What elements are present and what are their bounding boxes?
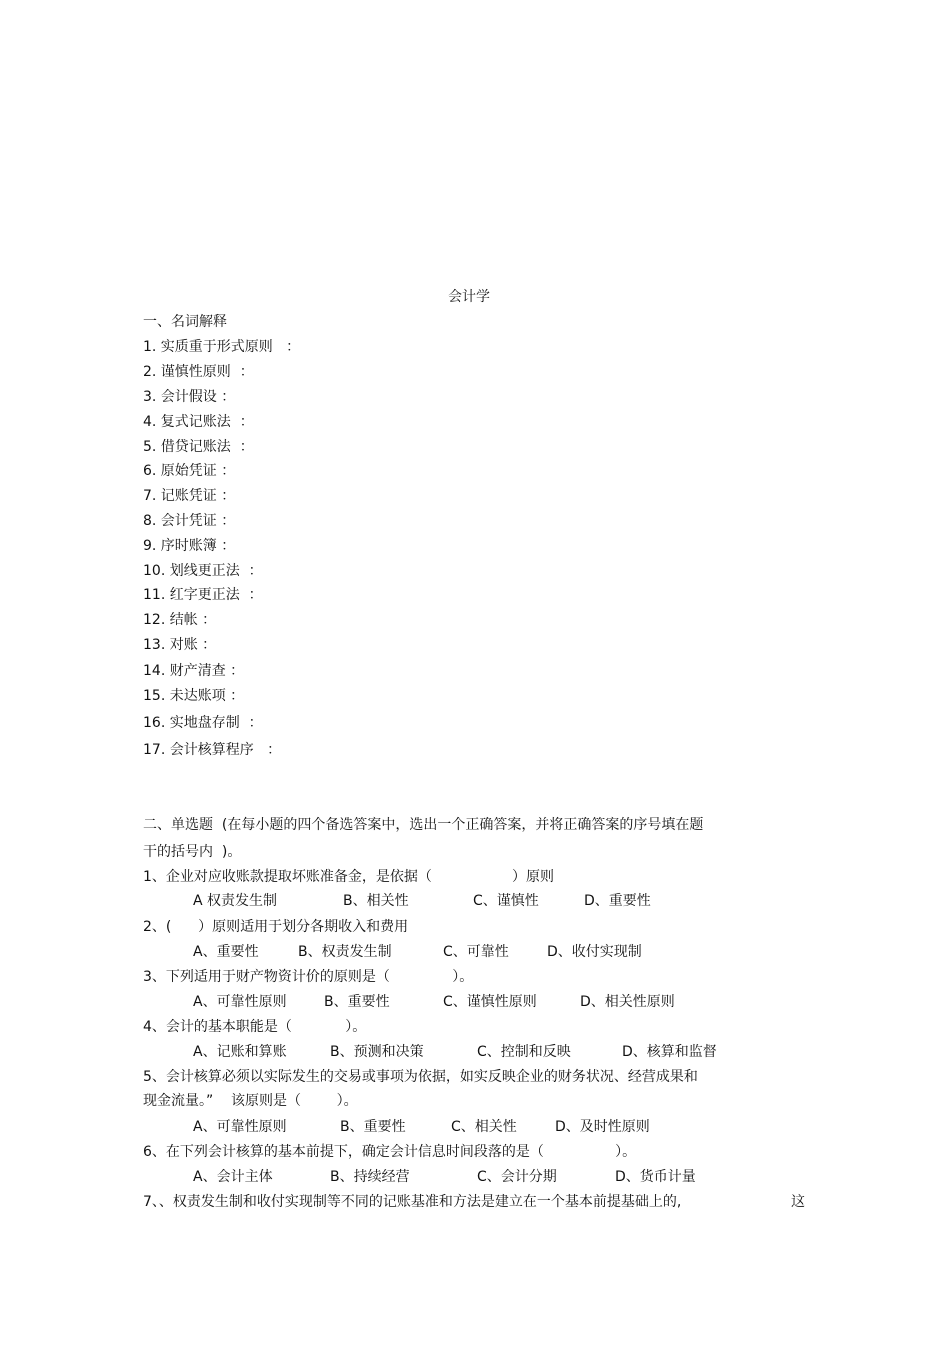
term-item: 2. 谨慎性原则 ：: [143, 364, 254, 380]
option-d: D、及时性原则: [555, 1119, 650, 1135]
term-item: 5. 借贷记账法 ：: [143, 439, 254, 455]
option-c: C、会计分期: [477, 1169, 557, 1185]
option-b: B、相关性: [343, 893, 409, 909]
question-stem-tail: 这: [791, 1194, 805, 1210]
option-c: C、可靠性: [443, 944, 509, 960]
option-a: A、可靠性原则: [193, 994, 287, 1010]
option-b: B、重要性: [324, 994, 390, 1010]
option-c: C、控制和反映: [477, 1044, 571, 1060]
option-d: D、相关性原则: [580, 994, 675, 1010]
option-b: B、权责发生制: [298, 944, 392, 960]
term-item: 3. 会计假设 ：: [143, 389, 236, 405]
question-stem: 5、会计核算必须以实际发生的交易或事项为依据，如实反映企业的财务状况、经营成果和: [143, 1069, 698, 1085]
question-stem: 2、( ）原则适用于划分各期收入和费用: [143, 919, 409, 935]
term-item: 11. 红字更正法 ：: [143, 587, 263, 603]
section1-heading: 一、名词解释: [143, 314, 227, 330]
question-stem: 7、、权责发生制和收付实现制等不同的记账基准和方法是建立在一个基本前提基础上的,: [143, 1194, 682, 1210]
term-item: 10. 划线更正法 ：: [143, 563, 263, 579]
question-stem: 6、在下列会计核算的基本前提下，确定会计信息时间段落的是（ ）。: [143, 1144, 637, 1160]
option-b: B、重要性: [340, 1119, 406, 1135]
section2-heading: 二、单选题 (在每小题的四个备选答案中，选出一个正确答案，并将正确答案的序号填在题: [143, 817, 704, 833]
option-d: D、重要性: [584, 893, 651, 909]
term-item: 6. 原始凭证 ：: [143, 463, 236, 479]
term-item: 9. 序时账簿 ：: [143, 538, 236, 554]
question-stem: 1、企业对应收账款提取坏账准备金，是依据（ ）原则: [143, 869, 555, 885]
term-item: 4. 复式记账法 ：: [143, 414, 254, 430]
term-item: 15. 未达账项 ：: [143, 688, 245, 704]
term-item: 7. 记账凭证 ：: [143, 488, 236, 504]
term-item: 8. 会计凭证 ：: [143, 513, 236, 529]
section2-heading-cont: 干的括号内 )。: [143, 844, 242, 860]
question-stem: 3、下列适用于财产物资计价的原则是（ ）。: [143, 969, 474, 985]
option-a: A、会计主体: [193, 1169, 273, 1185]
option-b: B、持续经营: [330, 1169, 410, 1185]
term-item: 13. 对账 ：: [143, 637, 217, 653]
option-c: C、谨慎性: [473, 893, 539, 909]
term-item: 12. 结帐 ：: [143, 612, 217, 628]
option-c: C、谨慎性原则: [443, 994, 537, 1010]
option-b: B、预测和决策: [330, 1044, 424, 1060]
option-a: A、可靠性原则: [193, 1119, 287, 1135]
option-d: D、收付实现制: [547, 944, 642, 960]
question-stem-cont: 现金流量。” 该原则是（ ）。: [143, 1093, 358, 1109]
term-item: 1. 实质重于形式原则 ：: [143, 339, 301, 355]
option-a: A、重要性: [193, 944, 259, 960]
option-d: D、货币计量: [615, 1169, 696, 1185]
question-stem: 4、会计的基本职能是（ ）。: [143, 1019, 367, 1035]
term-item: 17. 会计核算程序 ：: [143, 742, 282, 758]
option-a: A、记账和算账: [193, 1044, 287, 1060]
document-title: 会计学: [448, 289, 490, 305]
option-a: A 权责发生制: [193, 893, 278, 909]
term-item: 16. 实地盘存制 ：: [143, 715, 263, 731]
option-d: D、核算和监督: [622, 1044, 717, 1060]
option-c: C、相关性: [451, 1119, 517, 1135]
term-item: 14. 财产清查 ：: [143, 663, 245, 679]
